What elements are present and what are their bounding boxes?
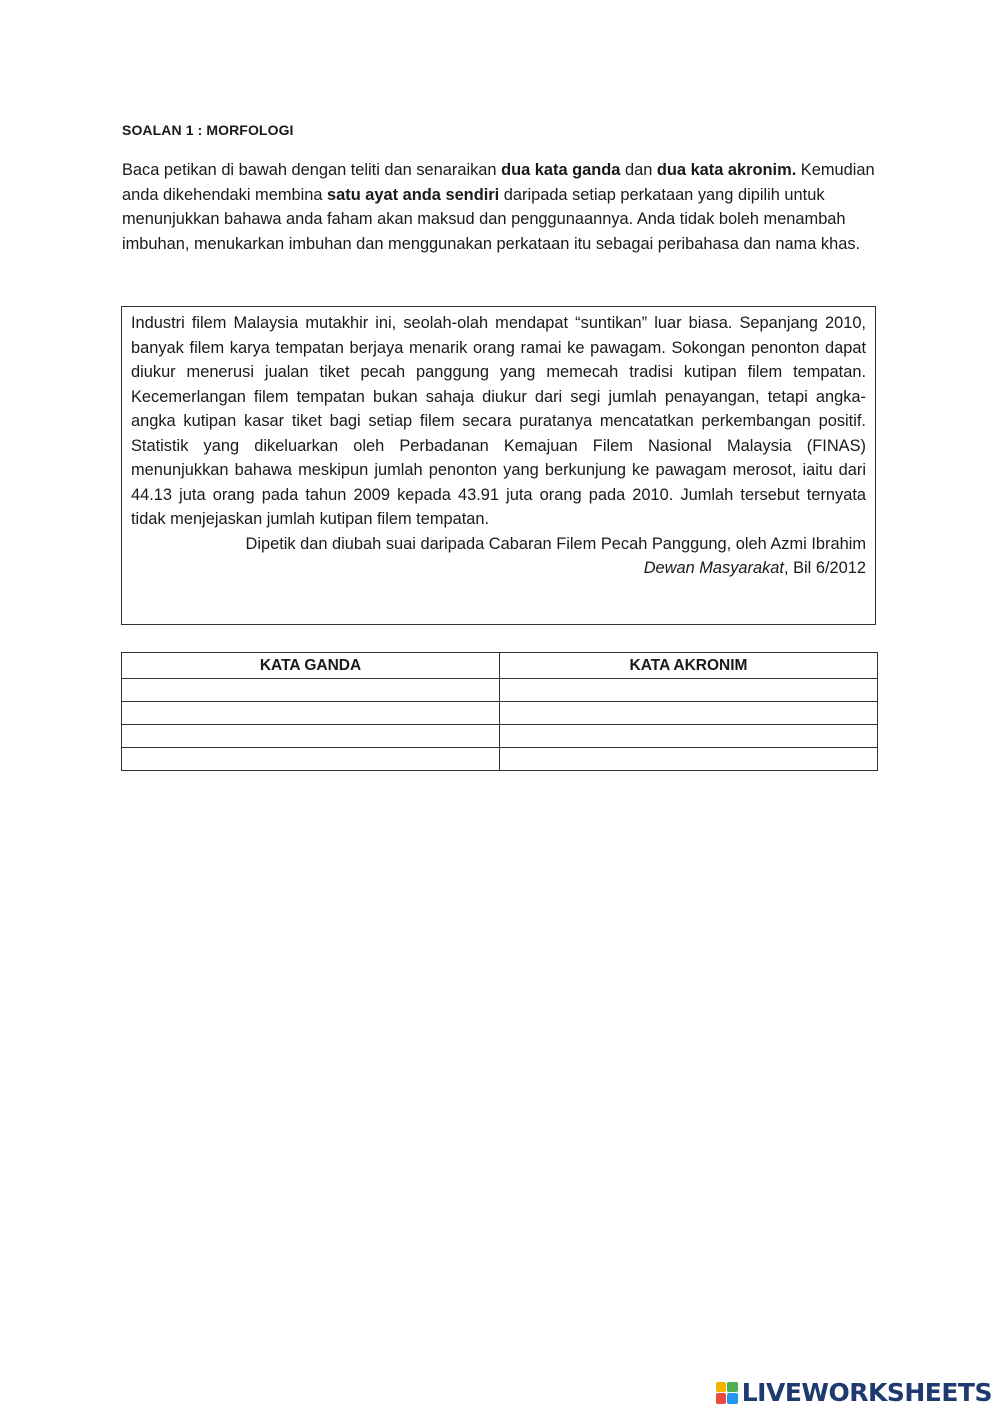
instructions-text-2: dan xyxy=(620,161,657,179)
passage-source-line-1: Dipetik dan diubah suai daripada Cabaran Filem Pecah Panggung, oleh Azmi Ibrahim xyxy=(245,534,866,553)
question-heading: SOALAN 1 : MORFOLOGI xyxy=(122,122,294,138)
instructions-bold-3: satu ayat anda sendiri xyxy=(327,185,500,204)
answer-table-header-row xyxy=(122,653,878,679)
logo-mark-cell xyxy=(727,1382,738,1393)
instructions-text-1: Baca petikan di bawah dengan teliti dan senaraikan xyxy=(122,161,502,179)
table-row xyxy=(122,725,878,748)
table-row xyxy=(122,679,878,702)
header-kata-akronim: KATA AKRONIM xyxy=(500,653,878,679)
liveworksheets-logo[interactable] xyxy=(716,1378,992,1407)
header-kata-ganda: KATA GANDA xyxy=(122,653,500,679)
logo-mark-cell xyxy=(727,1393,738,1404)
liveworksheets-logo-icon xyxy=(716,1382,738,1404)
passage-source-publication: Dewan Masyarakat xyxy=(643,559,784,577)
table-row xyxy=(122,748,878,771)
kata-akronim-answer-cell-3[interactable] xyxy=(500,725,878,748)
kata-ganda-answer-cell-1[interactable] xyxy=(122,679,500,702)
kata-akronim-answer-cell-4[interactable] xyxy=(500,748,878,771)
passage-box xyxy=(121,306,876,625)
logo-mark-cell xyxy=(716,1382,727,1393)
kata-akronim-answer-cell-1[interactable] xyxy=(500,679,878,702)
instructions xyxy=(122,158,882,256)
instructions-text-3: Kemudian anda dikehendaki membina xyxy=(122,161,875,204)
table-row xyxy=(122,702,878,725)
passage-source-issue: , Bil 6/2012 xyxy=(783,559,866,577)
liveworksheets-logo-text: LIVEWORKSHEETS xyxy=(741,1378,992,1407)
kata-ganda-answer-cell-3[interactable] xyxy=(122,725,500,748)
kata-ganda-answer-cell-4[interactable] xyxy=(122,748,500,771)
instructions-text-4: daripada setiap perkataan yang dipilih untuk menunjukkan bahawa anda faham akan maksud dan penggunaannya. Anda tidak boleh menambah imbuhan, menukarkan imbuhan dan menggunakan perkataan itu sebagai peribahasa dan nama khas. xyxy=(122,185,861,253)
answer-table xyxy=(121,652,878,771)
passage-source-line-2 xyxy=(131,556,866,581)
instructions-bold-1: dua kata ganda xyxy=(501,161,621,179)
kata-ganda-answer-cell-2[interactable] xyxy=(122,702,500,725)
logo-mark-cell xyxy=(716,1393,727,1404)
kata-akronim-answer-cell-2[interactable] xyxy=(500,702,878,725)
passage-text: Industri filem Malaysia mutakhir ini, seolah-olah mendapat “suntikan” luar biasa. Sepanjang 2010, banyak filem karya tempatan berjaya menarik orang ramai ke pawagam. Sokongan penonton dapat diukur menerusi jualan tiket pecah panggung yang memecah tradisi kutipan filem tempatan. Kecemerlangan filem tempatan bukan sahaja diukur dari segi jumlah penayangan, tetapi angka-angka kutipan kasar tiket bagi setiap filem secara puratanya mencatatkan perkembangan positif. Statistik yang dikeluarkan oleh Perbadanan Kemajuan Filem Nasional Malaysia (FINAS) menunjukkan bahawa meskipun jumlah penonton yang berkunjung ke pawagam merosot, iaitu dari 44.13 juta orang pada tahun 2009 kepada 43.91 juta orang pada 2010. Jumlah tersebut ternyata tidak menjejaskan jumlah kutipan filem tempatan. xyxy=(131,314,866,528)
instructions-bold-2: dua kata akronim. xyxy=(656,161,797,179)
